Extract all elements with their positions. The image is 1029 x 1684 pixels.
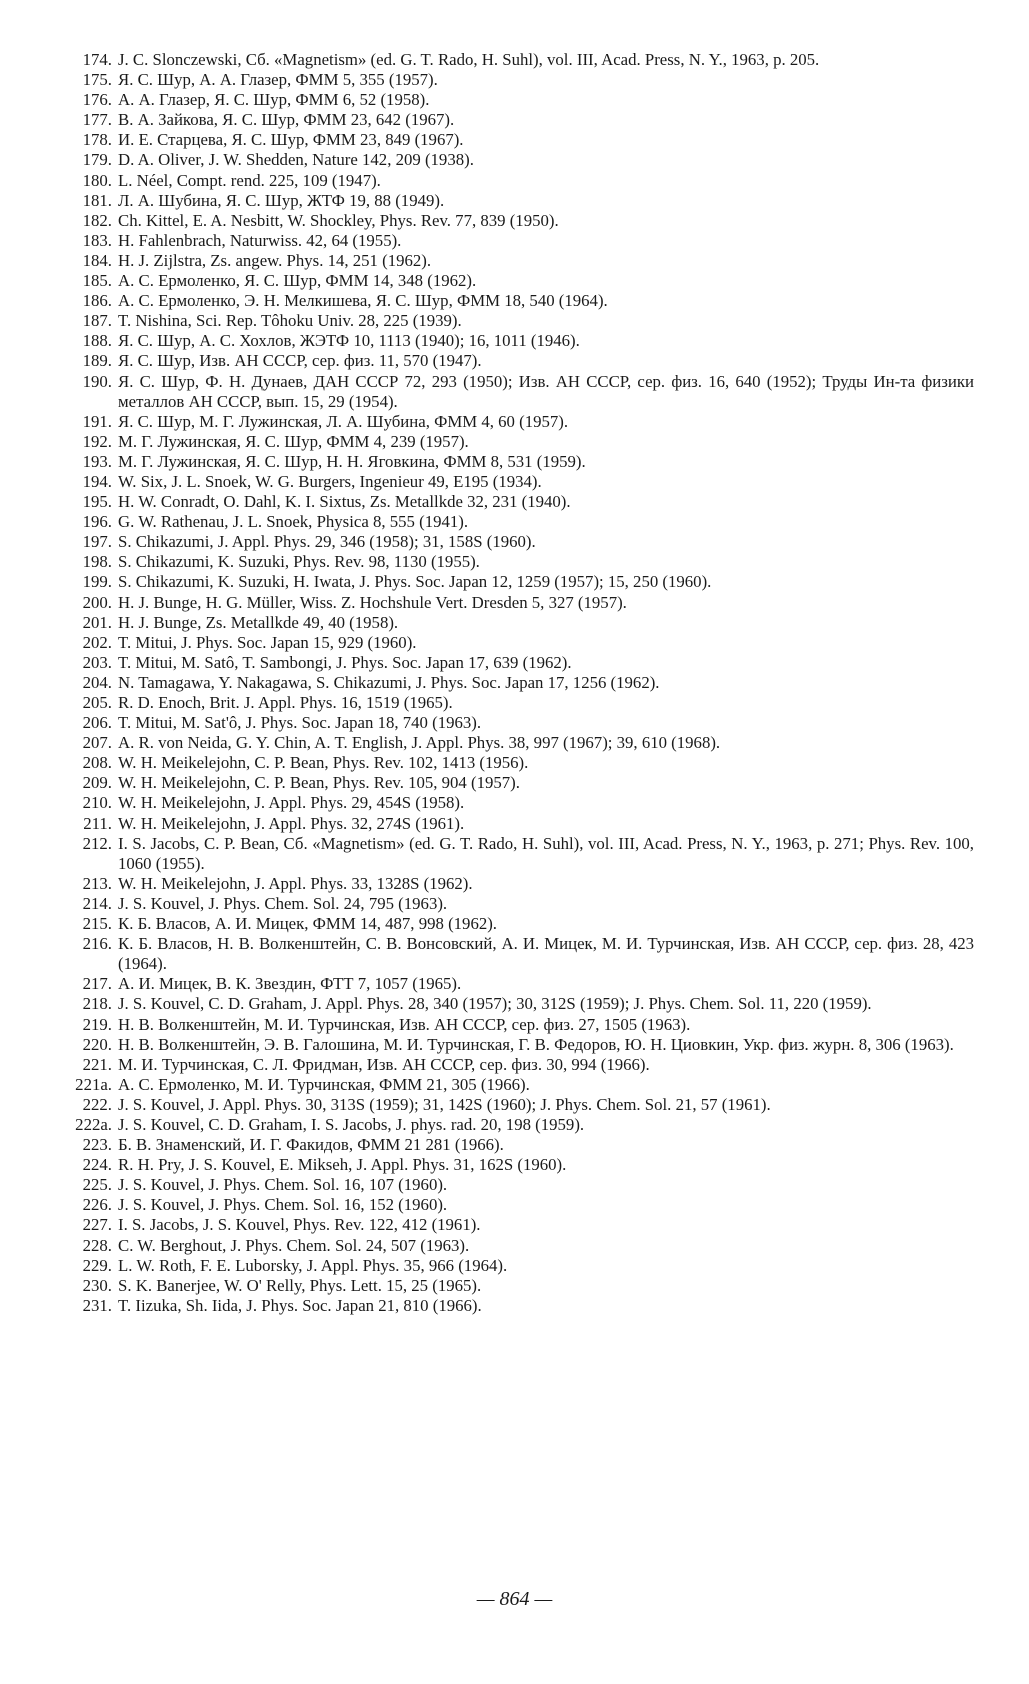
reference-text: N. Tamagawa, Y. Nakagawa, S. Chikazumi, J. Phys. Soc. Japan 17, 1256 (1962). [118, 672, 660, 692]
reference-text: H. W. Conradt, O. Dahl, K. I. Sixtus, Zs. Metallkde 32, 231 (1940). [118, 492, 571, 512]
reference-entry [56, 472, 974, 492]
reference-number: 206. [82, 713, 112, 733]
reference-entry [56, 311, 974, 331]
reference-number: 221a. [75, 1074, 112, 1094]
reference-text: W. H. Meikelejohn, J. Appl. Phys. 29, 454S (1958). [118, 793, 465, 813]
reference-number: 190. [82, 371, 112, 391]
reference-text: Я. С. Шур, Ф. Н. Дунаев, ДАН СССР 72, 293 (1950); Изв. АН СССР, сер. физ. 16, 640 (1952); Труды Ин-та физики металлов АН СССР, вып. 15, 29 (1954). [118, 371, 974, 411]
reference-number: 219. [82, 1014, 112, 1034]
reference-entry [56, 934, 974, 974]
reference-entry [56, 291, 974, 311]
reference-number: 224. [82, 1155, 112, 1175]
page-number: — 864 — [476, 1588, 553, 1610]
reference-entry [56, 773, 974, 793]
reference-text: S. Chikazumi, J. Appl. Phys. 29, 346 (1958); 31, 158S (1960). [118, 532, 536, 552]
reference-text: Н. В. Волкенштейн, М. И. Турчинская, Изв. АН СССР, сер. физ. 27, 1505 (1963). [118, 1014, 691, 1034]
reference-text: W. Six, J. L. Snoek, W. G. Burgers, Ingenieur 49, E195 (1934). [118, 471, 542, 491]
reference-number: 222a. [75, 1114, 112, 1134]
reference-entry [56, 492, 974, 512]
reference-text: И. Е. Старцева, Я. С. Шур, ФММ 23, 849 (1967). [118, 130, 464, 150]
reference-text: К. Б. Власов, А. И. Мицек, ФММ 14, 487, 998 (1962). [118, 914, 498, 934]
reference-entry [56, 894, 974, 914]
reference-text: J. S. Kouvel, J. Phys. Chem. Sol. 24, 795 (1963). [118, 893, 448, 913]
reference-entry [56, 271, 974, 291]
reference-text: T. Mitui, J. Phys. Soc. Japan 15, 929 (1960). [118, 632, 417, 652]
reference-text: R. D. Enoch, Brit. J. Appl. Phys. 16, 1519 (1965). [118, 693, 453, 712]
reference-list [56, 50, 974, 1316]
reference-entry [56, 613, 974, 633]
reference-number: 210. [82, 793, 112, 813]
reference-text: J. C. Slonczewski, Сб. «Magnetism» (ed. G. T. Rado, H. Suhl), vol. III, Acad. Press, N. Y., 1963, p. 205. [118, 50, 820, 69]
reference-entry [56, 1075, 974, 1095]
reference-text: J. S. Kouvel, J. Appl. Phys. 30, 313S (1959); 31, 142S (1960); J. Phys. Chem. Sol. 21, 57 (1961). [118, 1094, 771, 1114]
reference-entry [56, 331, 974, 351]
reference-entry [56, 653, 974, 673]
reference-number: 185. [82, 271, 112, 291]
reference-text: G. W. Rathenau, J. L. Snoek, Physica 8, 555 (1941). [118, 512, 469, 532]
reference-text: А. С. Ермоленко, Э. Н. Мелкишева, Я. С. Шур, ФММ 18, 540 (1964). [118, 291, 608, 311]
reference-text: J. S. Kouvel, C. D. Graham, I. S. Jacobs, J. phys. rad. 20, 198 (1959). [118, 1114, 585, 1134]
reference-text: М. И. Турчинская, С. Л. Фридман, Изв. АН СССР, сер. физ. 30, 994 (1966). [118, 1054, 650, 1074]
reference-entry [56, 1015, 974, 1035]
reference-number: 194. [82, 471, 112, 491]
reference-number: 178. [82, 130, 112, 150]
reference-number: 189. [82, 351, 112, 371]
reference-entry [56, 512, 974, 532]
reference-text: W. H. Meikelejohn, J. Appl. Phys. 33, 1328S (1962). [118, 873, 473, 893]
reference-number: 222. [82, 1094, 112, 1114]
reference-text: W. H. Meikelejohn, C. P. Bean, Phys. Rev. 105, 904 (1957). [118, 773, 520, 793]
reference-entry [56, 150, 974, 170]
reference-text: H. J. Bunge, Zs. Metallkde 49, 40 (1958). [118, 612, 399, 632]
reference-text: A. R. von Neida, G. Y. Chin, A. T. English, J. Appl. Phys. 38, 997 (1967); 39, 610 (1968). [118, 733, 721, 753]
reference-number: 220. [82, 1034, 112, 1054]
reference-entry [56, 593, 974, 613]
reference-entry [56, 1276, 974, 1296]
reference-number: 228. [82, 1235, 112, 1255]
reference-text: К. Б. Власов, Н. В. Волкенштейн, С. В. Вонсовский, А. И. Мицек, М. И. Турчинская, Изв. АН СССР, сер. физ. 28, 423 (1964). [118, 934, 974, 974]
reference-entry [56, 552, 974, 572]
reference-number: 211. [83, 813, 112, 833]
reference-entry [56, 974, 974, 994]
reference-entry [56, 110, 974, 130]
reference-number: 174. [82, 50, 112, 69]
reference-entry [56, 1236, 974, 1256]
reference-text: T. Mitui, M. Sat'ô, J. Phys. Soc. Japan 18, 740 (1963). [118, 713, 482, 733]
reference-number: 181. [82, 190, 112, 210]
reference-number: 198. [82, 552, 112, 572]
reference-number: 183. [82, 230, 112, 250]
reference-text: Я. С. Шур, А. С. Хохлов, ЖЭТФ 10, 1113 (1940); 16, 1011 (1946). [118, 331, 580, 351]
reference-entry [56, 753, 974, 773]
reference-entry [56, 1135, 974, 1155]
reference-entry [56, 874, 974, 894]
reference-text: W. H. Meikelejohn, C. P. Bean, Phys. Rev. 102, 1413 (1956). [118, 753, 529, 773]
reference-number: 179. [82, 150, 112, 170]
reference-text: Б. В. Знаменский, И. Г. Факидов, ФММ 21 281 (1966). [118, 1135, 504, 1155]
reference-text: W. H. Meikelejohn, J. Appl. Phys. 32, 274S (1961). [118, 813, 465, 833]
reference-entry [56, 171, 974, 191]
reference-entry [56, 1175, 974, 1195]
reference-entry [56, 693, 974, 713]
reference-number: 214. [82, 893, 112, 913]
reference-number: 207. [82, 733, 112, 753]
reference-number: 193. [82, 451, 112, 471]
reference-text: А. С. Ермоленко, Я. С. Шур, ФММ 14, 348 (1962). [118, 271, 477, 291]
reference-number: 196. [82, 512, 112, 532]
reference-text: I. S. Jacobs, J. S. Kouvel, Phys. Rev. 122, 412 (1961). [118, 1215, 481, 1235]
reference-entry [56, 1256, 974, 1276]
reference-number: 205. [82, 693, 112, 712]
reference-number: 187. [82, 311, 112, 331]
reference-entry [56, 1215, 974, 1235]
reference-entry [56, 50, 974, 70]
reference-text: H. J. Bunge, H. G. Müller, Wiss. Z. Hochshule Vert. Dresden 5, 327 (1957). [118, 592, 627, 612]
reference-number: 230. [82, 1275, 112, 1295]
reference-number: 209. [82, 773, 112, 793]
reference-number: 202. [82, 632, 112, 652]
reference-entry [56, 211, 974, 231]
reference-number: 216. [82, 934, 112, 954]
reference-entry [56, 1195, 974, 1215]
reference-text: H. Fahlenbrach, Naturwiss. 42, 64 (1955). [118, 230, 402, 250]
reference-number: 221. [82, 1054, 112, 1074]
reference-text: S. Chikazumi, K. Suzuki, H. Iwata, J. Phys. Soc. Japan 12, 1259 (1957); 15, 250 (1960). [118, 572, 712, 592]
reference-entry [56, 994, 974, 1014]
reference-text: Ch. Kittel, E. A. Nesbitt, W. Shockley, Phys. Rev. 77, 839 (1950). [118, 210, 559, 230]
reference-text: R. H. Pry, J. S. Kouvel, E. Mikseh, J. Appl. Phys. 31, 162S (1960). [118, 1155, 567, 1175]
reference-number: 204. [82, 672, 112, 692]
reference-number: 184. [82, 250, 112, 270]
reference-entry [56, 914, 974, 934]
reference-text: М. Г. Лужинская, Я. С. Шур, Н. Н. Яговкина, ФММ 8, 531 (1959). [118, 451, 586, 471]
reference-text: М. Г. Лужинская, Я. С. Шур, ФММ 4, 239 (1957). [118, 431, 469, 451]
reference-number: 208. [82, 753, 112, 773]
reference-number: 192. [82, 431, 112, 451]
reference-text: T. Nishina, Sci. Rep. Tôhoku Univ. 28, 225 (1939). [118, 311, 462, 331]
reference-text: H. J. Zijlstra, Zs. angew. Phys. 14, 251 (1962). [118, 250, 432, 270]
reference-entry [56, 733, 974, 753]
reference-entry [56, 372, 974, 412]
reference-entry [56, 351, 974, 371]
reference-text: C. W. Berghout, J. Phys. Chem. Sol. 24, 507 (1963). [118, 1235, 470, 1255]
reference-text: J. S. Kouvel, J. Phys. Chem. Sol. 16, 107 (1960). [118, 1175, 448, 1195]
reference-text: J. S. Kouvel, J. Phys. Chem. Sol. 16, 152 (1960). [118, 1195, 448, 1215]
reference-entry [56, 713, 974, 733]
reference-number: 229. [82, 1255, 112, 1275]
reference-number: 177. [82, 110, 112, 130]
reference-number: 175. [82, 70, 112, 90]
reference-entry [56, 1296, 974, 1316]
reference-entry [56, 412, 974, 432]
reference-number: 199. [82, 572, 112, 592]
reference-number: 227. [82, 1215, 112, 1235]
reference-entry [56, 1155, 974, 1175]
reference-entry [56, 130, 974, 150]
reference-entry [56, 191, 974, 211]
reference-number: 197. [82, 532, 112, 552]
reference-number: 182. [82, 210, 112, 230]
reference-number: 225. [82, 1175, 112, 1195]
reference-entry [56, 814, 974, 834]
reference-number: 215. [82, 914, 112, 934]
reference-entry [56, 432, 974, 452]
reference-entry [56, 834, 974, 874]
reference-number: 203. [82, 652, 112, 672]
reference-text: S. Chikazumi, K. Suzuki, Phys. Rev. 98, 1130 (1955). [118, 552, 480, 572]
reference-text: I. S. Jacobs, C. P. Bean, Сб. «Magnetism» (ed. G. T. Rado, H. Suhl), vol. III, Acad. Press, N. Y., 1963, p. 271; Phys. Rev. 100, 1060 (1955). [118, 833, 974, 873]
reference-entry [56, 633, 974, 653]
reference-entry [56, 452, 974, 472]
reference-text: J. S. Kouvel, C. D. Graham, J. Appl. Phys. 28, 340 (1957); 30, 312S (1959); J. Phys. Chem. Sol. 11, 220 (1959). [118, 994, 872, 1014]
reference-number: 188. [82, 331, 112, 351]
reference-number: 180. [82, 170, 112, 190]
reference-entry [56, 1035, 974, 1055]
reference-text: А. А. Глазер, Я. С. Шур, ФММ 6, 52 (1958). [118, 90, 430, 110]
bibliography-page [56, 50, 974, 1316]
reference-number: 213. [82, 873, 112, 893]
reference-number: 176. [82, 90, 112, 110]
reference-text: T. Mitui, M. Satô, T. Sambongi, J. Phys. Soc. Japan 17, 639 (1962). [118, 652, 572, 672]
reference-number: 217. [82, 974, 112, 994]
reference-number: 218. [82, 994, 112, 1014]
reference-number: 212. [82, 833, 112, 853]
reference-entry [56, 70, 974, 90]
reference-text: L. Néel, Compt. rend. 225, 109 (1947). [118, 170, 381, 190]
reference-entry [56, 532, 974, 552]
reference-number: 195. [82, 492, 112, 512]
reference-text: Л. А. Шубина, Я. С. Шур, ЖТФ 19, 88 (1949). [118, 190, 445, 210]
reference-number: 231. [82, 1295, 112, 1315]
reference-entry [56, 572, 974, 592]
reference-number: 226. [82, 1195, 112, 1215]
reference-text: В. А. Зайкова, Я. С. Шур, ФММ 23, 642 (1967). [118, 110, 455, 130]
reference-entry [56, 1115, 974, 1135]
reference-text: S. K. Banerjee, W. O' Relly, Phys. Lett. 15, 25 (1965). [118, 1275, 482, 1295]
reference-text: T. Iizuka, Sh. Iida, J. Phys. Soc. Japan 21, 810 (1966). [118, 1295, 482, 1315]
reference-text: А. И. Мицек, В. К. Звездин, ФТТ 7, 1057 (1965). [118, 974, 462, 994]
reference-text: А. С. Ермоленко, М. И. Турчинская, ФММ 21, 305 (1966). [118, 1074, 530, 1094]
reference-text: L. W. Roth, F. E. Luborsky, J. Appl. Phys. 35, 966 (1964). [118, 1255, 508, 1275]
reference-entry [56, 793, 974, 813]
reference-number: 186. [82, 291, 112, 311]
reference-text: Я. С. Шур, Изв. АН СССР, сер. физ. 11, 570 (1947). [118, 351, 482, 371]
reference-number: 191. [82, 411, 112, 431]
reference-entry [56, 231, 974, 251]
reference-number: 201. [82, 612, 112, 632]
reference-text: Я. С. Шур, А. А. Глазер, ФММ 5, 355 (1957). [118, 70, 438, 90]
reference-entry [56, 1055, 974, 1075]
reference-entry [56, 673, 974, 693]
reference-number: 223. [82, 1135, 112, 1155]
reference-entry [56, 251, 974, 271]
reference-text: D. A. Oliver, J. W. Shedden, Nature 142, 209 (1938). [118, 150, 474, 170]
reference-entry [56, 90, 974, 110]
reference-text: Н. В. Волкенштейн, Э. В. Галошина, М. И. Турчинская, Г. В. Федоров, Ю. Н. Циовкин, Укр. физ. журн. 8, 306 (1963). [118, 1034, 954, 1054]
reference-text: Я. С. Шур, М. Г. Лужинская, Л. А. Шубина, ФММ 4, 60 (1957). [118, 411, 569, 431]
reference-entry [56, 1095, 974, 1115]
reference-number: 200. [82, 592, 112, 612]
